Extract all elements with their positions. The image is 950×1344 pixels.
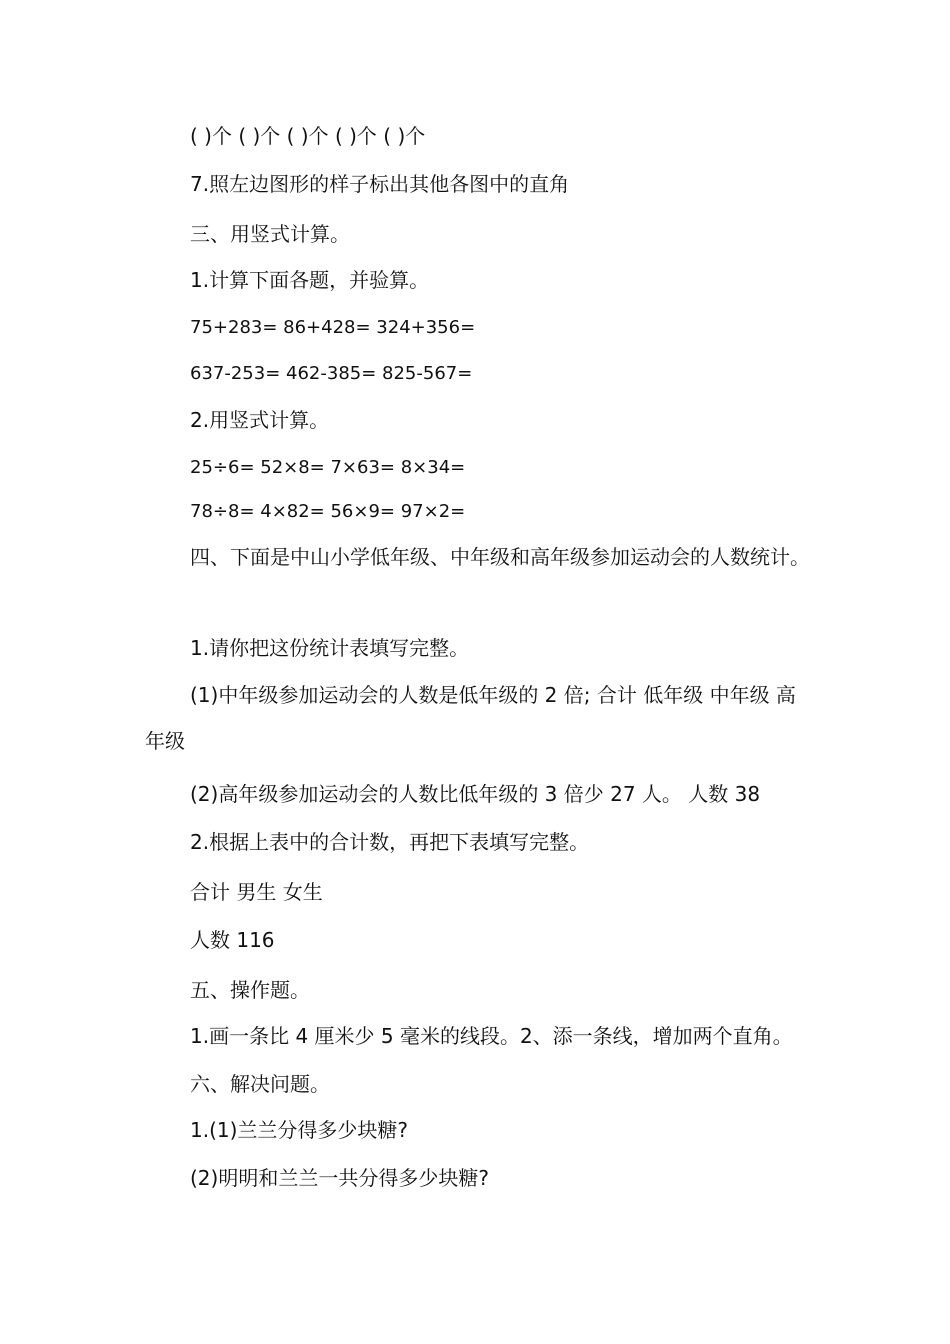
section-3-question-1: 1.计算下面各题，并验算。	[190, 268, 430, 292]
section-6-heading: 六、解决问题。	[190, 1072, 330, 1096]
section-6-question-2: (2)明明和兰兰一共分得多少块糖?	[190, 1166, 489, 1190]
division-multiplication-row-2: 78÷8= 4×82= 56×9= 97×2=	[190, 501, 466, 522]
section-3-heading: 三、用竖式计算。	[190, 222, 350, 246]
question-7: 7.照左边图形的样子标出其他各图中的直角	[190, 172, 570, 196]
section-4-subquestion-2: (2)高年级参加运动会的人数比低年级的 3 倍少 27 人。 人数 38	[190, 782, 761, 806]
section-4-heading: 四、下面是中山小学低年级、中年级和高年级参加运动会的人数统计。	[190, 545, 810, 569]
blank-count-line: ( )个 ( )个 ( )个 ( )个 ( )个	[190, 124, 426, 148]
subtraction-problems: 637-253= 462-385= 825-567=	[190, 363, 473, 384]
table-header: 合计 男生 女生	[190, 880, 323, 904]
section-4-question-1: 1.请你把这份统计表填写完整。	[190, 636, 470, 660]
addition-problems: 75+283= 86+428= 324+356=	[190, 317, 476, 338]
table-row: 人数 116	[190, 928, 275, 952]
section-5-question: 1.画一条比 4 厘米少 5 毫米的线段。2、添一条线，增加两个直角。	[190, 1024, 793, 1048]
section-6-question-1: 1.(1)兰兰分得多少块糖?	[190, 1118, 409, 1142]
division-multiplication-row-1: 25÷6= 52×8= 7×63= 8×34=	[190, 457, 466, 478]
section-3-question-2: 2.用竖式计算。	[190, 408, 330, 432]
section-4-subquestion-1: (1)中年级参加运动会的人数是低年级的 2 倍; 合计 低年级 中年级 高年级	[145, 683, 796, 753]
section-4-question-2: 2.根据上表中的合计数，再把下表填写完整。	[190, 830, 590, 854]
section-5-heading: 五、操作题。	[190, 978, 310, 1002]
